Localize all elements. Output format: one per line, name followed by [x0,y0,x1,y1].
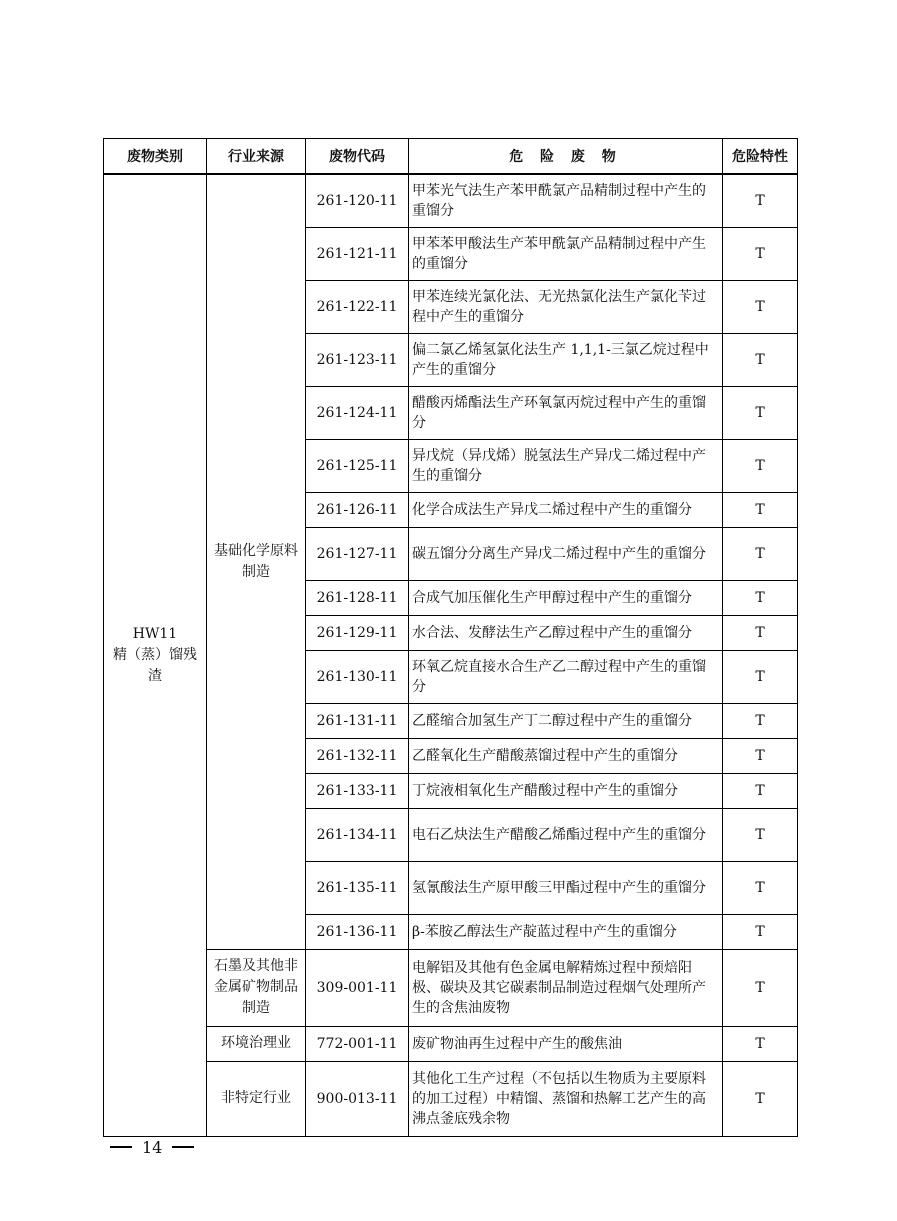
waste-description-cell: 异戊烷（异戊烯）脱氢法生产异戊二烯过程中产生的重馏分 [409,439,723,492]
hazard-characteristic-cell: T [723,439,798,492]
waste-code-cell: 261-124-11 [306,386,409,439]
waste-code-cell: 261-123-11 [306,333,409,386]
hazard-characteristic-cell: T [723,949,798,1026]
header-code: 废物代码 [306,139,409,175]
waste-code-cell: 261-130-11 [306,650,409,703]
dash-right [172,1146,194,1148]
industry-source-cell: 石墨及其他非金属矿物制品制造 [207,949,306,1026]
hazard-characteristic-cell: T [723,333,798,386]
hazard-characteristic-cell: T [723,914,798,949]
hazard-characteristic-cell: T [723,650,798,703]
header-waste: 危 险 废 物 [409,139,723,175]
header-row [104,139,798,175]
dash-left [110,1146,132,1148]
waste-description-cell: 其他化工生产过程（不包括以生物质为主要原料的加工过程）中精馏、蒸馏和热解工艺产生的高沸点釜底残余物 [409,1061,723,1136]
waste-category-cell: HW11 精（蒸）馏残渣 [104,174,207,1136]
industry-source-cell: 非特定行业 [207,1061,306,1136]
page-number: 14 [142,1137,163,1157]
hazard-characteristic-cell: T [723,227,798,280]
waste-description-cell: 丁烷液相氧化生产醋酸过程中产生的重馏分 [409,773,723,808]
waste-description-cell: 乙醛缩合加氢生产丁二醇过程中产生的重馏分 [409,703,723,738]
industry-source-cell: 基础化学原料制造 [207,174,306,949]
waste-code-cell: 261-134-11 [306,808,409,861]
waste-description-cell: 偏二氯乙烯氢氯化法生产 1,1,1-三氯乙烷过程中产生的重馏分 [409,333,723,386]
waste-description-cell: 化学合成法生产异戊二烯过程中产生的重馏分 [409,492,723,527]
hazardous-waste-table [103,138,798,1137]
waste-code-cell: 261-125-11 [306,439,409,492]
waste-code-cell: 261-132-11 [306,738,409,773]
page-footer [110,1136,210,1158]
header-industry: 行业来源 [207,139,306,175]
waste-code-cell: 261-128-11 [306,580,409,615]
waste-description-cell: 碳五馏分分离生产异戊二烯过程中产生的重馏分 [409,527,723,580]
waste-description-cell: 电石乙炔法生产醋酸乙烯酯过程中产生的重馏分 [409,808,723,861]
hazard-characteristic-cell: T [723,773,798,808]
hazard-characteristic-cell: T [723,738,798,773]
waste-code-cell: 261-127-11 [306,527,409,580]
waste-description-cell: β-苯胺乙醇法生产靛蓝过程中产生的重馏分 [409,914,723,949]
waste-code-cell: 261-131-11 [306,703,409,738]
header-category: 废物类别 [104,139,207,175]
hazard-characteristic-cell: T [723,527,798,580]
waste-description-cell: 甲苯光气法生产苯甲酰氯产品精制过程中产生的重馏分 [409,174,723,227]
waste-description-cell: 乙醛氧化生产醋酸蒸馏过程中产生的重馏分 [409,738,723,773]
hazard-characteristic-cell: T [723,386,798,439]
table-row [104,1061,798,1136]
waste-code-cell: 772-001-11 [306,1026,409,1061]
waste-code-cell: 261-135-11 [306,861,409,914]
industry-source-cell: 环境治理业 [207,1026,306,1061]
waste-code-cell: 261-129-11 [306,615,409,650]
waste-code-cell: 261-121-11 [306,227,409,280]
waste-code-cell: 261-120-11 [306,174,409,227]
hazard-characteristic-cell: T [723,174,798,227]
waste-description-cell: 甲苯苯甲酸法生产苯甲酰氯产品精制过程中产生的重馏分 [409,227,723,280]
waste-description-cell: 电解铝及其他有色金属电解精炼过程中预焙阳极、碳块及其它碳素制品制造过程烟气处理所产生的含焦油废物 [409,949,723,1026]
waste-code-cell: 261-133-11 [306,773,409,808]
waste-description-cell: 环氧乙烷直接水合生产乙二醇过程中产生的重馏分 [409,650,723,703]
hazard-characteristic-cell: T [723,580,798,615]
waste-code-cell: 261-136-11 [306,914,409,949]
hazard-characteristic-cell: T [723,703,798,738]
waste-description-cell: 醋酸丙烯酯法生产环氧氯丙烷过程中产生的重馏分 [409,386,723,439]
waste-code-cell: 900-013-11 [306,1061,409,1136]
hazard-characteristic-cell: T [723,1026,798,1061]
waste-code-cell: 261-122-11 [306,280,409,333]
waste-description-cell: 合成气加压催化生产甲醇过程中产生的重馏分 [409,580,723,615]
waste-code-cell: 261-126-11 [306,492,409,527]
hazard-characteristic-cell: T [723,492,798,527]
hazard-characteristic-cell: T [723,280,798,333]
waste-description-cell: 废矿物油再生过程中产生的酸焦油 [409,1026,723,1061]
hazard-characteristic-cell: T [723,861,798,914]
table-row [104,174,798,227]
hazard-characteristic-cell: T [723,615,798,650]
hazard-characteristic-cell: T [723,808,798,861]
waste-code-cell: 309-001-11 [306,949,409,1026]
waste-description-cell: 水合法、发酵法生产乙醇过程中产生的重馏分 [409,615,723,650]
table-row [104,1026,798,1061]
header-characteristic: 危险特性 [723,139,798,175]
waste-description-cell: 甲苯连续光氯化法、无光热氯化法生产氯化苄过程中产生的重馏分 [409,280,723,333]
hazard-characteristic-cell: T [723,1061,798,1136]
waste-description-cell: 氢氰酸法生产原甲酸三甲酯过程中产生的重馏分 [409,861,723,914]
table-row [104,949,798,1026]
